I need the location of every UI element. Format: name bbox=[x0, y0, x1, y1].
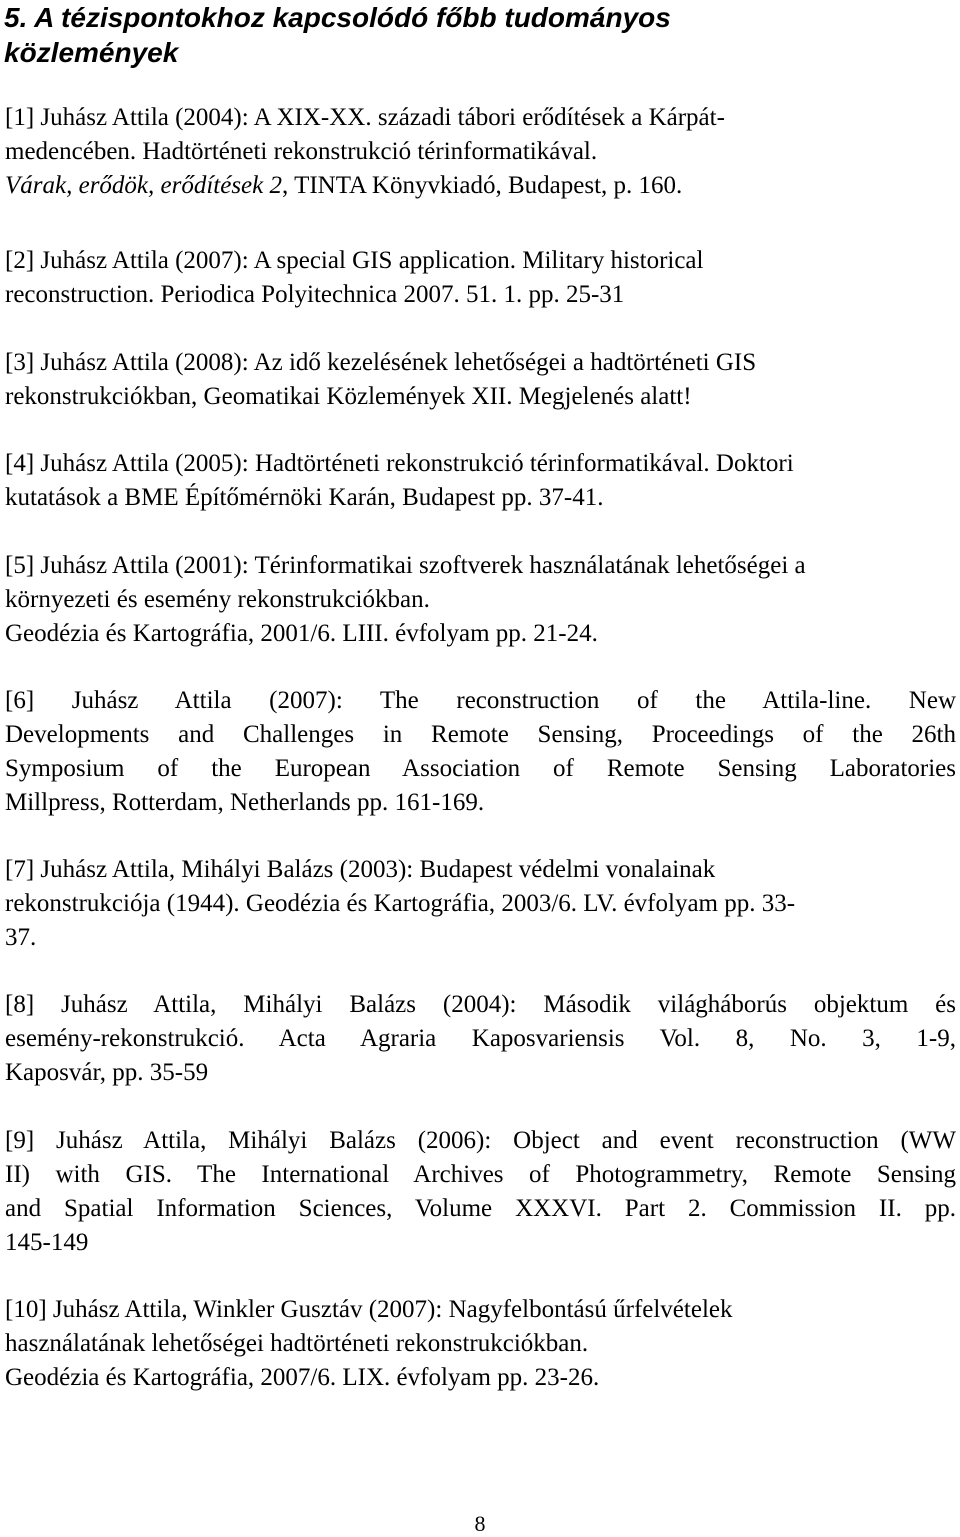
reference-item-4 bbox=[5, 447, 956, 515]
reference-line: Millpress, Rotterdam, Netherlands pp. 161-169. bbox=[5, 789, 485, 816]
reference-line: környezeti és esemény rekonstrukciókban. bbox=[5, 586, 430, 613]
reference-line: használatának lehetőségei hadtörténeti rekonstrukciókban. bbox=[5, 1330, 589, 1357]
reference-item-9 bbox=[5, 1124, 956, 1260]
reference-item-1 bbox=[5, 101, 956, 203]
reference-item-8 bbox=[5, 988, 956, 1090]
reference-italic-title: Várak, erődök, erődítések 2 bbox=[5, 172, 283, 199]
reference-line: and Spatial Information Sciences, Volume XXXVI. Part 2. Commission II. pp. bbox=[5, 1195, 956, 1222]
reference-line: [1] Juhász Attila (2004): A XIX-XX. századi tábori erődítések a Kárpát- bbox=[5, 104, 725, 131]
reference-line: kutatások a BME Építőmérnöki Karán, Budapest pp. 37-41. bbox=[5, 484, 604, 511]
reference-line: Geodézia és Kartográfia, 2001/6. LIII. évfolyam pp. 21-24. bbox=[5, 620, 598, 647]
reference-line: reconstruction. Periodica Polyitechnica 2007. 51. 1. pp. 25-31 bbox=[5, 281, 625, 308]
reference-line: 37. bbox=[5, 924, 37, 951]
reference-text: , TINTA Könyvkiadó, Budapest, p. 160. bbox=[282, 172, 683, 199]
reference-line: [9] Juhász Attila, Mihályi Balázs (2006): Object and event reconstruction (WW bbox=[5, 1127, 956, 1154]
reference-line: rekonstrukciója (1944). Geodézia és Kartográfia, 2003/6. LV. évfolyam pp. 33- bbox=[5, 890, 796, 917]
reference-line: 145-149 bbox=[5, 1229, 89, 1256]
page-number: 8 bbox=[474, 1511, 486, 1536]
reference-line: Developments and Challenges in Remote Sensing, Proceedings of the 26th bbox=[5, 721, 956, 748]
reference-line: [3] Juhász Attila (2008): Az idő kezelésének lehetőségei a hadtörténeti GIS bbox=[5, 349, 757, 376]
reference-line: [2] Juhász Attila (2007): A special GIS application. Military historical bbox=[5, 247, 704, 274]
heading-line-2: közlemények bbox=[4, 37, 179, 68]
reference-line: II) with GIS. The International Archives of Photogrammetry, Remote Sensing bbox=[5, 1161, 956, 1188]
reference-line: [5] Juhász Attila (2001): Térinformatikai szoftverek használatának lehetőségei a bbox=[5, 552, 806, 579]
reference-line: Kaposvár, pp. 35-59 bbox=[5, 1059, 209, 1086]
section-heading bbox=[4, 0, 944, 70]
reference-item-3 bbox=[5, 346, 956, 414]
reference-line: rekonstrukciókban, Geomatikai Közlemények XII. Megjelenés alatt! bbox=[5, 383, 692, 410]
reference-item-7 bbox=[5, 853, 956, 955]
reference-line: Symposium of the European Association of Remote Sensing Laboratories bbox=[5, 755, 956, 782]
reference-line: [8] Juhász Attila, Mihályi Balázs (2004): Második világháborús objektum és bbox=[5, 991, 956, 1018]
reference-line: esemény-rekonstrukció. Acta Agraria Kaposvariensis Vol. 8, No. 3, 1-9, bbox=[5, 1025, 956, 1052]
reference-line: Geodézia és Kartográfia, 2007/6. LIX. évfolyam pp. 23-26. bbox=[5, 1364, 600, 1391]
reference-item-6 bbox=[5, 684, 956, 820]
reference-item-10 bbox=[5, 1293, 956, 1395]
reference-line: [4] Juhász Attila (2005): Hadtörténeti rekonstrukció térinformatikával. Doktori bbox=[5, 450, 794, 477]
reference-item-5 bbox=[5, 549, 956, 651]
heading-line-1: 5. A tézispontokhoz kapcsolódó főbb tudományos bbox=[4, 2, 671, 33]
reference-line bbox=[5, 169, 956, 203]
reference-line: [10] Juhász Attila, Winkler Gusztáv (2007): Nagyfelbontású űrfelvételek bbox=[5, 1296, 733, 1323]
reference-line: [7] Juhász Attila, Mihályi Balázs (2003): Budapest védelmi vonalainak bbox=[5, 856, 716, 883]
reference-item-2 bbox=[5, 244, 956, 312]
reference-line: [6] Juhász Attila (2007): The reconstruction of the Attila-line. New bbox=[5, 687, 956, 714]
reference-line: medencében. Hadtörténeti rekonstrukció térinformatikával. bbox=[5, 138, 598, 165]
